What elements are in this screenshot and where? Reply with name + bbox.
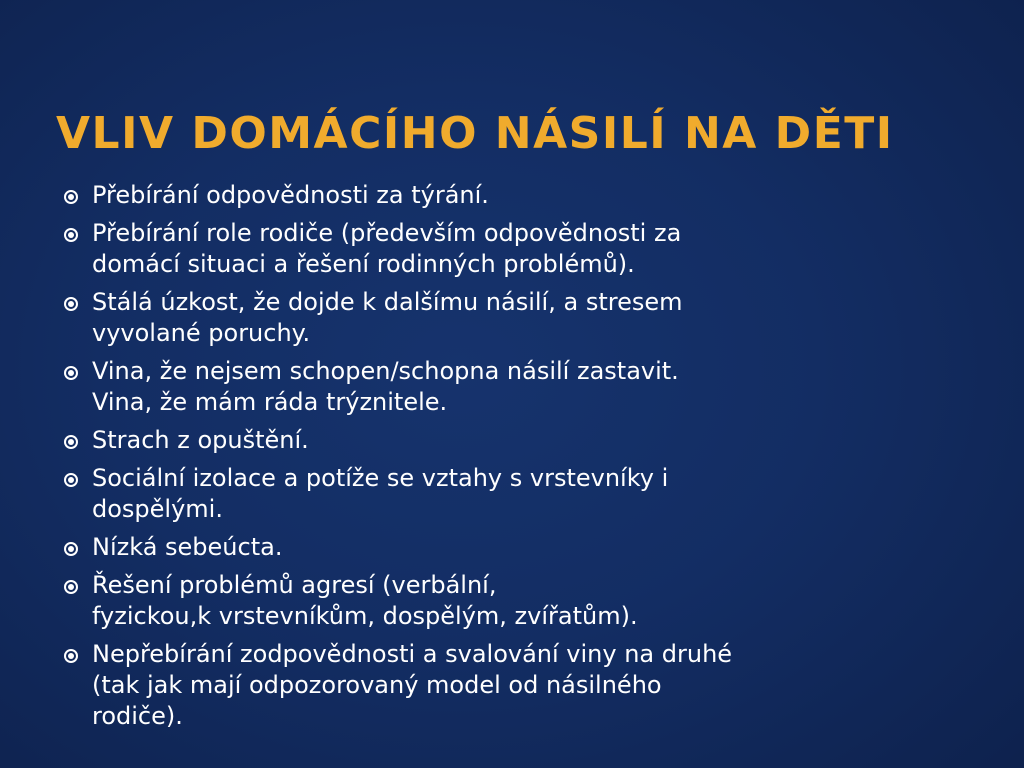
- circle-dot-icon: [64, 228, 78, 242]
- circle-dot-icon: [64, 649, 78, 663]
- bullet-item: [64, 218, 864, 280]
- circle-dot-icon: [64, 473, 78, 487]
- bullet-text-line: fyzickou,k vrstevníkům, dospělým, zvířatům).: [92, 602, 638, 630]
- bullet-item: [64, 356, 864, 418]
- slide-title: VLIV DOMÁCÍHO NÁSILÍ NA DĚTI: [56, 108, 894, 159]
- bullet-text-line: Strach z opuštění.: [92, 426, 309, 454]
- circle-dot-icon: [64, 366, 78, 380]
- bullet-text-line: Přebírání role rodiče (především odpovědnosti za: [92, 219, 682, 247]
- bullet-text-line: Nepřebírání zodpovědnosti a svalování viny na druhé: [92, 640, 733, 668]
- bullet-item: [64, 180, 864, 211]
- circle-dot-icon: [64, 580, 78, 594]
- bullet-text-line: Vina, že mám ráda trýznitele.: [92, 388, 448, 416]
- bullet-text-line: domácí situaci a řešení rodinných problémů).: [92, 250, 635, 278]
- bullet-item: [64, 570, 864, 632]
- bullet-text-line: dospělými.: [92, 495, 223, 523]
- bullet-text-line: rodiče).: [92, 702, 183, 730]
- bullet-item: [64, 532, 864, 563]
- bullet-item: [64, 463, 864, 525]
- bullet-list: [64, 180, 864, 739]
- bullet-text-line: Vina, že nejsem schopen/schopna násilí zastavit.: [92, 357, 679, 385]
- bullet-item: [64, 287, 864, 349]
- bullet-item: [64, 639, 864, 732]
- circle-dot-icon: [64, 190, 78, 204]
- circle-dot-icon: [64, 435, 78, 449]
- bullet-text-line: Přebírání odpovědnosti za týrání.: [92, 181, 489, 209]
- circle-dot-icon: [64, 297, 78, 311]
- bullet-text-line: Nízká sebeúcta.: [92, 533, 283, 561]
- bullet-text-line: Řešení problémů agresí (verbální,: [92, 571, 497, 599]
- bullet-text-line: Stálá úzkost, že dojde k dalšímu násilí, a stresem: [92, 288, 683, 316]
- bullet-text-line: vyvolané poruchy.: [92, 319, 311, 347]
- bullet-text-line: Sociální izolace a potíže se vztahy s vrstevníky i: [92, 464, 669, 492]
- bullet-item: [64, 425, 864, 456]
- bullet-text-line: (tak jak mají odpozorovaný model od násilného: [92, 671, 662, 699]
- circle-dot-icon: [64, 542, 78, 556]
